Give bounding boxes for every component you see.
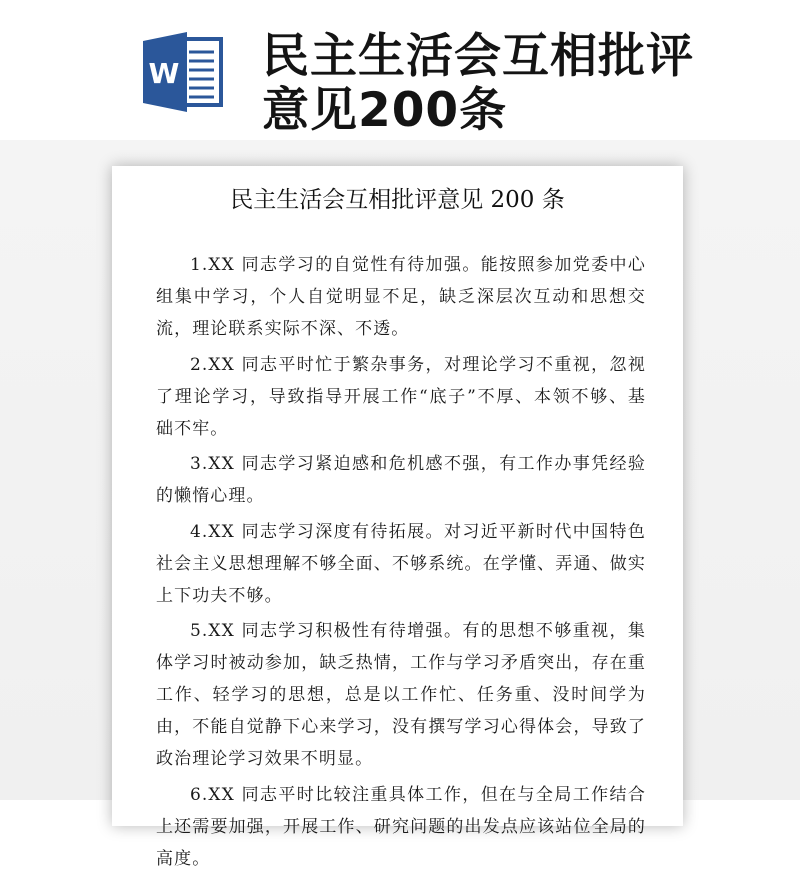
header-title-line-2: 意见200条	[262, 83, 508, 138]
header-title	[262, 30, 732, 138]
document-page	[112, 166, 683, 869]
word-icon-letter: W	[148, 57, 180, 90]
document-body	[156, 249, 646, 878]
paragraph-2: 2.XX 同志平时忙于繁杂事务，对理论学习不重视，忽视了理论学习，导致指导开展工作“底子”不厚、本领不够、基础不牢。	[156, 354, 646, 439]
document-title: 民主生活会互相批评意见 200 条	[230, 187, 565, 213]
header-banner	[0, 0, 800, 140]
paragraph-3: 3.XX 同志学习紧迫感和危机感不强，有工作办事凭经验的懒惰心理。	[156, 454, 646, 506]
paragraph-6: 6.XX 同志平时比较注重具体工作，但在与全局工作结合上还需要加强，开展工作、研究问题的出发点应该站位全局的高度。	[156, 784, 646, 869]
paragraph-5: 5.XX 同志学习积极性有待增强。有的思想不够重视，集体学习时被动参加，缺乏热情，工作与学习矛盾突出，存在重工作、轻学习的思想，总是以工作忙、任务重、没时间学为由，不能自觉静下心来学习，没有撰写学习心得体会，导致了政治理论学习效果不明显。	[156, 621, 646, 769]
microsoft-word-icon	[143, 32, 225, 112]
header-title-line-1: 民主生活会互相批评	[262, 29, 694, 84]
paragraph-4: 4.XX 同志学习深度有待拓展。对习近平新时代中国特色社会主义思想理解不够全面、不够系统。在学懂、弄通、做实上下功夫不够。	[156, 521, 646, 606]
paragraph-1: 1.XX 同志学习的自觉性有待加强。能按照参加党委中心组集中学习，个人自觉明显不足，缺乏深层次互动和思想交流，理论联系实际不深、不透。	[156, 255, 646, 339]
